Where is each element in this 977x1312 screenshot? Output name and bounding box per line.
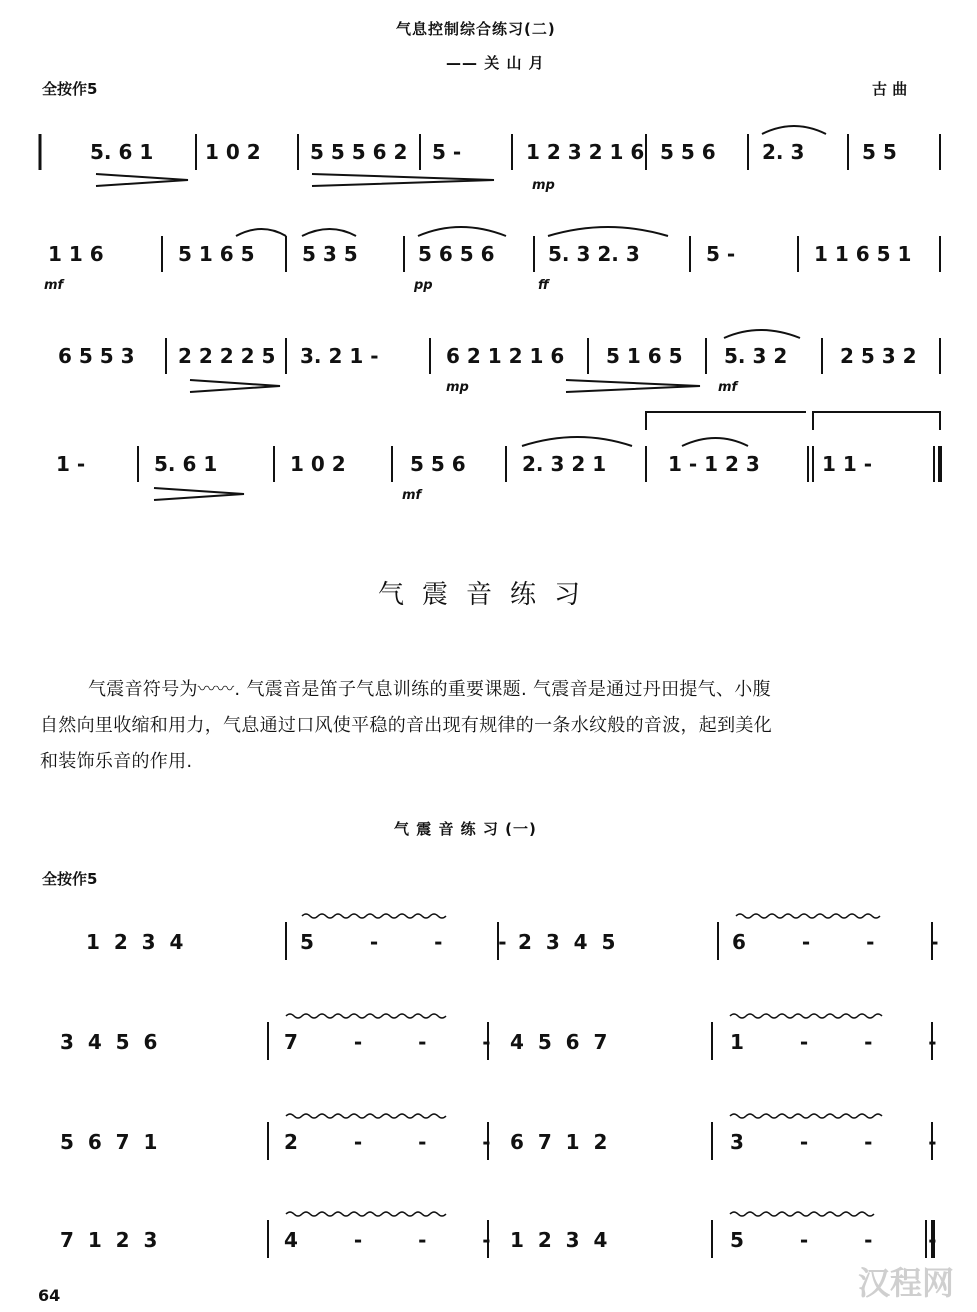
- score1-measure: 6 2 1 2 1 6: [446, 344, 565, 368]
- score1-measure: 5 -: [706, 242, 736, 266]
- score1-measure: 5. 3 2: [724, 344, 788, 368]
- score1-measure: 5. 3 2. 3: [548, 242, 640, 266]
- score2-measure: 1 - - -: [730, 1030, 951, 1054]
- score1-measure: 5 5: [862, 140, 897, 164]
- score2-measure: 5 6 7 1: [60, 1130, 158, 1154]
- score1-measure: 1 1 6 5 1: [814, 242, 912, 266]
- score2-measure: 4 5 6 7: [510, 1030, 608, 1054]
- dynamic-marking: mf: [402, 488, 422, 503]
- score2-measure: 5 - - -: [300, 930, 521, 954]
- score1-measure: 5 5 5 6 2: [310, 140, 408, 164]
- score1-measure: 5 5 6: [660, 140, 716, 164]
- score1-measure: 5 1 6 5: [178, 242, 255, 266]
- score1-measure: 1 2 3 2 1 6: [526, 140, 645, 164]
- score1-measure: 5 1 6 5: [606, 344, 683, 368]
- dynamic-marking: pp: [414, 278, 433, 293]
- dynamic-marking: mf: [718, 380, 738, 395]
- score1-measure: 2 2 2 2 5: [178, 344, 276, 368]
- score1-measure: 1 1 6: [48, 242, 104, 266]
- score2-measure: 1 2 3 4: [86, 930, 184, 954]
- score2-measure: 4 - - -: [284, 1228, 505, 1252]
- score2-title: 气 震 音 练 习 (一): [394, 820, 537, 838]
- score2-measure: 6 - - -: [732, 930, 953, 954]
- score2-measure: 7 - - -: [284, 1030, 505, 1054]
- paragraph-line: 气震音符号为〰〰. 气震音是笛子气息训练的重要课题. 气震音是通过丹田提气、小腹: [88, 679, 771, 700]
- score1-source: 古 曲: [872, 80, 908, 98]
- score1-measure: 5 3 5: [302, 242, 358, 266]
- score1-measure: 1 0 2: [290, 452, 346, 476]
- score2-measure: 5 - - -: [730, 1228, 951, 1252]
- score2-measure: 2 3 4 5: [518, 930, 616, 954]
- score1-measure: 1 - 1 2 3: [668, 452, 760, 476]
- score1-measure: 3. 2 1 -: [300, 344, 379, 368]
- score2-measure: 2 - - -: [284, 1130, 505, 1154]
- paragraph-line: 和装饰乐音的作用.: [40, 751, 193, 772]
- dynamic-marking: ff: [538, 278, 549, 293]
- dynamic-marking: mp: [446, 380, 469, 395]
- score1-fingering: 全按作5: [42, 80, 98, 98]
- paragraph-line: 自然向里收缩和用力，气息通过口风使平稳的音出现有规律的一条水纹般的音波，起到美化: [40, 715, 772, 736]
- score2-measure: 3 4 5 6: [60, 1030, 158, 1054]
- score1-measure: 2 5 3 2: [840, 344, 917, 368]
- score1-subtitle: —— 关 山 月: [446, 54, 545, 72]
- score1-measure: 1 -: [56, 452, 86, 476]
- score1-measure: 5 5 6: [410, 452, 466, 476]
- score1-measure: 5 6 5 6: [418, 242, 495, 266]
- score2-measure: 6 7 1 2: [510, 1130, 608, 1154]
- section-title: 气震音练习: [378, 580, 599, 610]
- score1-measure: 1 0 2: [205, 140, 261, 164]
- score1-measure: 5. 6 1: [154, 452, 218, 476]
- dynamic-marking: mp: [532, 178, 555, 193]
- score2-measure: 1 2 3 4: [510, 1228, 608, 1252]
- score1-measure: 5 -: [432, 140, 462, 164]
- score2-measure: 7 1 2 3: [60, 1228, 158, 1252]
- score2-measure: 3 - - -: [730, 1130, 951, 1154]
- score1-measure: 5. 6 1: [90, 140, 154, 164]
- score1-measure: 6 5 5 3: [58, 344, 135, 368]
- score2-fingering: 全按作5: [42, 870, 98, 888]
- score1-measure: 1 1 -: [822, 452, 873, 476]
- watermark-logo: 汉程网: [858, 1264, 955, 1302]
- score1-title: 气息控制综合练习(二): [396, 20, 556, 38]
- score1-measure: 2. 3 2 1: [522, 452, 607, 476]
- score1-measure: 2. 3: [762, 140, 805, 164]
- page-number: 64: [38, 1286, 61, 1305]
- dynamic-marking: mf: [44, 278, 64, 293]
